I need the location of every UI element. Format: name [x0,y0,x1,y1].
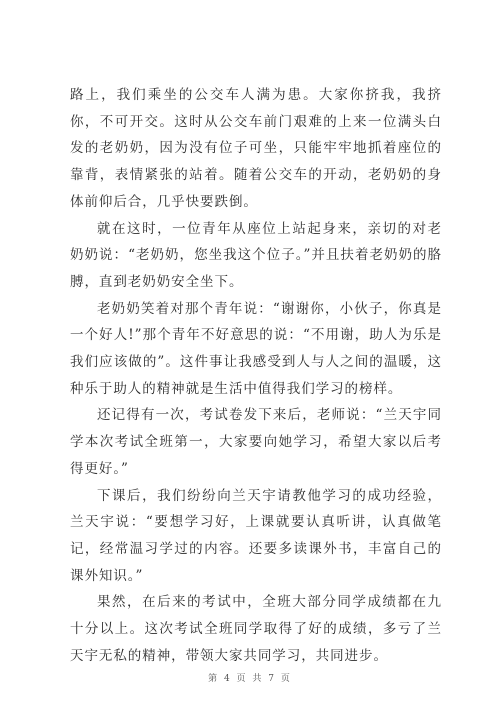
paragraph-2: 就在这时，一位青年从座位上站起身来，亲切的对老奶奶说：“老奶奶，您坐我这个位子。”并且扶着老奶奶的胳膊，直到老奶奶安全坐下。 [70,220,442,290]
paragraph-6: 果然，在后来的考试中，全班大部分同学成绩都在九十分以上。这次考试全班同学取得了好的成绩，多亏了兰天宇无私的精神，带领大家共同学习，共同进步。 [70,594,442,664]
page-number-footer: 第 4 页 共 7 页 [208,674,292,684]
paragraph-4: 还记得有一次，考试卷发下来后，老师说：“兰天宇同学本次考试全班第一，大家要向她学习，希望大家以后考得更好。” [70,407,442,477]
paragraph-1: 路上，我们乘坐的公交车人满为患。大家你挤我，我挤你，不可开交。这时从公交车前门艰难的上来一位满头白发的老奶奶，因为没有位子可坐，只能牢牢地抓着座位的靠背，表情紧张的站着。随着公交车的开动，老奶奶的身体前仰后合，几乎快要跌倒。 [70,87,442,210]
paragraph-3: 老奶奶笑着对那个青年说：“谢谢你，小伙子，你真是一个好人!”那个青年不好意思的说：“不用谢，助人为乐是我们应该做的”。这件事让我感受到人与人之间的温暖，这种乐于助人的精神就是生活中值得我们学习的榜样。 [70,300,442,397]
document-body [70,82,442,669]
paragraph-5: 下课后，我们纷纷向兰天宇请教他学习的成功经验，兰天宇说：“要想学习好，上课就要认真听讲，认真做笔记，经常温习学过的内容。还要多读课外书，丰富自己的课外知识。” [70,487,442,584]
